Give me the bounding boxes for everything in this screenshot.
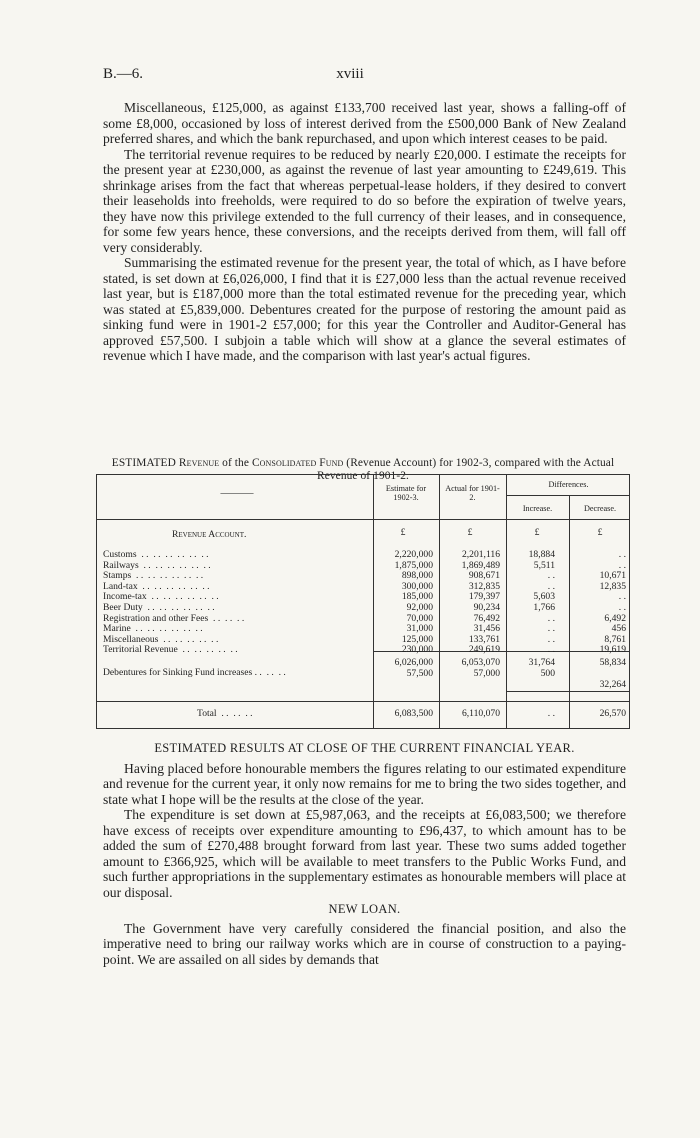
page-number: xviii [336,66,364,82]
subsection-title: NEW LOAN. [328,902,401,916]
total-label: Total . . . . . . [197,708,253,719]
column-increase: 18,884 5,511 . . . . 5,603 1,766 . . . . . . . . [528,549,555,656]
net-decrease: 32,264 [599,679,626,690]
header-actual: Actual for 1901-2. [445,484,500,502]
body-text [103,100,626,364]
total-actual: 6,110,070 [461,708,500,719]
total-decrease: 26,570 [599,708,626,719]
debentures-label: Debentures for Sinking Fund increases . . . . . . [103,667,286,678]
table-caption: ESTIMATED Revenue of the Consolidated Fund (Revenue Account) for 1902-3, compared with the Actual Revenue of 1901-2. [111,457,615,482]
subtotal-decrease: 58,834 [599,657,626,668]
pound-actual: £ [467,527,473,538]
column-decrease: . . . . 10,671 12,835 . . . . 6,492 456 8,761 19,619 [599,549,626,656]
paragraph-miscellaneous: Miscellaneous, £125,000, as against £133,700 received last year, shows a falling-off of some £8,000, occasioned by loss of interest derived from the £500,000 Bank of New Zealand preferred shares, and which the bank repurchased, and upon which interest ceases to be paid. [103,100,626,146]
total-estimate: 6,083,500 [394,708,433,719]
paragraph-summary: Summarising the estimated revenue for the present year, the total of which, as I have before stated, is set down at £6,026,000, I find that it is £27,000 less than the actual revenue received last year, but is £187,000 more than the total estimated revenue for the preceding year, which was stated at £5,839,000. Debentures created for the purpose of restoring the amount paid as sinking fund were in 1901-2 £57,000; for this year the Controller and Auditor-General has approved £57,500. I subjoin a table which will show at a glance the several estimates of revenue which I have made, and the comparison with last year's actual figures. [103,255,626,363]
section-title: ESTIMATED RESULTS AT CLOSE OF THE CURRENT FINANCIAL YEAR. [154,741,575,755]
document-reference: B.—6. [103,66,144,82]
header-differences: Differences. [548,480,589,489]
column-estimate: 2,220,000 1,875,000 898,000 300,000 185,000 92,000 70,000 31,000 125,000 230,000 [394,549,433,656]
header-decrease: Decrease. [583,504,617,513]
revenue-table [96,474,630,729]
pound-estimate: £ [400,527,406,538]
pound-decrease: £ [597,527,603,538]
column-actual: 2,201,116 1,869,489 908,671 312,835 179,397 90,234 76,492 31,456 133,761 249,619 [461,549,500,656]
pound-increase: £ [534,527,540,538]
total-increase: . . [547,708,555,719]
section-label-revenue-account: Revenue Account. [172,529,247,540]
header-estimate: Estimate for 1902-3. [385,484,427,502]
paragraph-results-intro: Having placed before honourable members the figures relating to our estimated expenditure and revenue for the current year, it only now remains for me to bring the two sides together, and state what I hope will be the results at the close of the year. [103,760,626,807]
row-labels: Customs . . . . . . . . . . . . Railways . . . . . . . . . . . . Stamps . . . . . . . . . . . . Land-tax . . . . . . . . . . . . Income-tax . . . . . . . . . . . . Beer Duty . . . . . . . . . . . . Registration and other Fees . . . . . . Marine . . . . . . . . . . . . Miscellaneous . . . . . . . . . . Territorial Revenue . . . . . . . . . . [103,549,245,656]
subtotal-actual: 6,053,070 57,000 [461,657,500,679]
subtotal-estimate: 6,026,000 57,500 [394,657,433,679]
subtotal-increase: 31,764 500 [528,657,555,679]
header-increase: Increase. [522,504,553,513]
results-section [103,741,626,967]
paragraph-new-loan: The Government have very carefully considered the financial position, and also the imperative need to bring our railway works which are in course of construction to a paying-point. We are assailed on all sides by demands that [103,920,626,967]
paragraph-territorial: The territorial revenue requires to be reduced by nearly £20,000. I estimate the receipts for the present year at £230,000, as against the revenue of last year amounting to £249,619. This shrinkage arises from the fact that whereas perpetual-lease holders, if they desired to convert their leaseholds into freeholds, were required to do so before the expiration of twelve years, they have now this privilege extended to the full currency of their leases, and in consequence, for some few years hence, these conversions, and the receipts derived from them, will fall off very considerably. [103,146,626,255]
paragraph-results-figures: The expenditure is set down at £5,987,063, and the receipts at £6,083,500; we therefore have excess of receipts over expenditure amounting to £96,437, to which amount has to be added the sum of £270,488 brought forward from last year. These two sums added together amount to £366,925, which will be available to meet transfers to the Public Works Fund, and such further appropriations in the supplementary estimates as honourable members will place at our disposal. [103,807,626,900]
header-dash: ——— [220,487,254,499]
